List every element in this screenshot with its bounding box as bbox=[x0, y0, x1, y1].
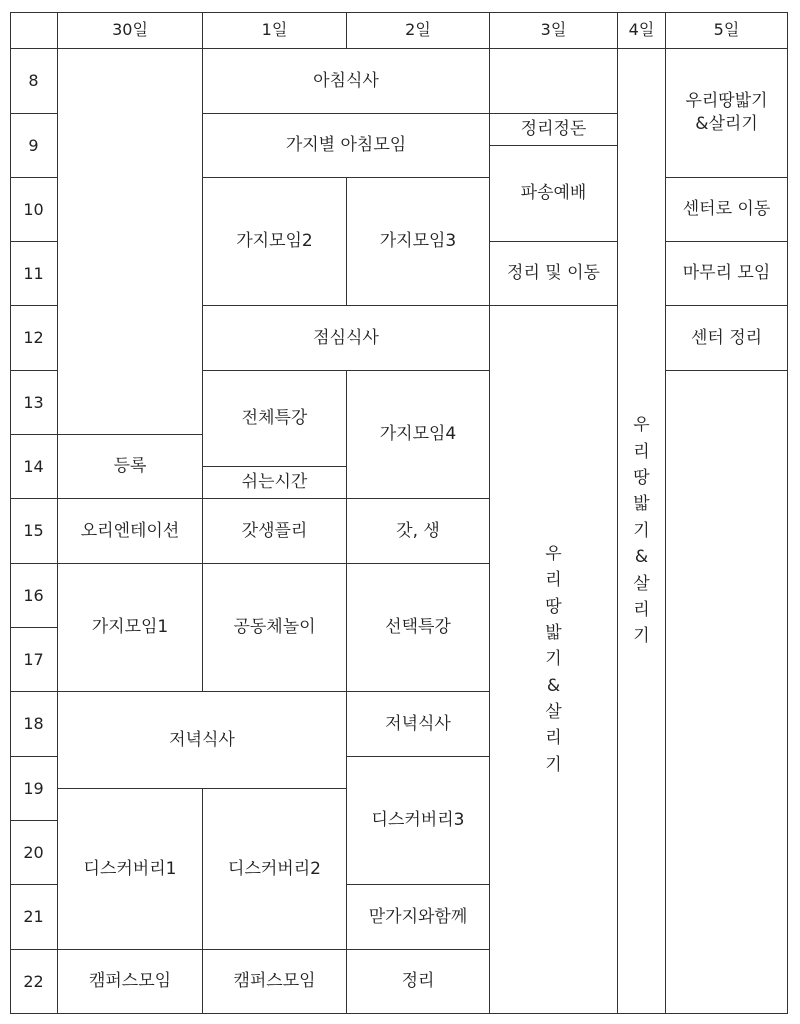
breakfast-cell: 아침식사 bbox=[203, 49, 490, 114]
time-label: 8 bbox=[10, 49, 58, 114]
group-games-cell: 공동체놀이 bbox=[203, 564, 347, 692]
time-label: 12 bbox=[10, 306, 58, 371]
header-day-1: 1일 bbox=[203, 12, 347, 49]
time-label: 15 bbox=[10, 499, 58, 564]
orientation-cell: 오리엔테이션 bbox=[58, 499, 203, 564]
time-label: 16 bbox=[10, 564, 58, 628]
cleanup-move-cell: 정리 및 이동 bbox=[490, 242, 618, 306]
time-label: 18 bbox=[10, 692, 58, 757]
empty-cell-3 bbox=[490, 49, 618, 114]
with-eldest-branch-cell: 맏가지와함께 bbox=[347, 885, 490, 950]
time-label: 19 bbox=[10, 757, 58, 821]
campus-meeting-30-cell: 캠퍼스모임 bbox=[58, 950, 203, 1014]
cleanup-2-cell: 정리 bbox=[347, 950, 490, 1014]
time-label: 10 bbox=[10, 178, 58, 242]
elective-lecture-cell: 선택특강 bbox=[347, 564, 490, 692]
time-label: 22 bbox=[10, 950, 58, 1014]
dinner-30-1-cell: 저녁식사 bbox=[58, 692, 347, 789]
center-cleanup-cell: 센터 정리 bbox=[666, 306, 788, 371]
header-day-4: 4일 bbox=[618, 12, 666, 49]
closing-meeting-cell: 마무리 모임 bbox=[666, 242, 788, 306]
branch-meeting-4-cell: 가지모임4 bbox=[347, 371, 490, 499]
special-lecture-cell: 전체특강 bbox=[203, 371, 347, 467]
time-label: 11 bbox=[10, 242, 58, 306]
gat-saeng-cell: 갓, 생 bbox=[347, 499, 490, 564]
header-day-2: 2일 bbox=[347, 12, 490, 49]
header-day-3: 3일 bbox=[490, 12, 618, 49]
time-label: 13 bbox=[10, 371, 58, 435]
time-label: 20 bbox=[10, 821, 58, 885]
break-time-cell: 쉬는시간 bbox=[203, 467, 347, 499]
our-land-walk-5-cell: 우리땅밟기 &살리기 bbox=[666, 49, 788, 178]
dinner-2-cell: 저녁식사 bbox=[347, 692, 490, 757]
campus-meeting-1-cell: 캠퍼스모임 bbox=[203, 950, 347, 1014]
branch-meeting-1-cell: 가지모임1 bbox=[58, 564, 203, 692]
time-label: 9 bbox=[10, 114, 58, 178]
registration-cell: 등록 bbox=[58, 435, 203, 499]
time-label: 17 bbox=[10, 628, 58, 692]
header-day-30: 30일 bbox=[58, 12, 203, 49]
time-label: 21 bbox=[10, 885, 58, 950]
dispatch-worship-cell: 파송예배 bbox=[490, 146, 618, 242]
time-label: 14 bbox=[10, 435, 58, 499]
discovery-3-cell: 디스커버리3 bbox=[347, 757, 490, 885]
move-to-center-cell: 센터로 이동 bbox=[666, 178, 788, 242]
branch-meeting-3-cell: 가지모임3 bbox=[347, 178, 490, 306]
lunch-cell: 점심식사 bbox=[203, 306, 490, 371]
tidy-up-cell: 정리정돈 bbox=[490, 114, 618, 146]
gatsaeng-play-cell: 갓생플리 bbox=[203, 499, 347, 564]
our-land-walk-4-cell: 우 리 땅 밟 기 & 살 리 기 bbox=[618, 49, 666, 1014]
empty-cell-5 bbox=[666, 371, 788, 1014]
discovery-2-cell: 디스커버리2 bbox=[203, 789, 347, 950]
discovery-1-cell: 디스커버리1 bbox=[58, 789, 203, 950]
header-day-5: 5일 bbox=[666, 12, 788, 49]
branch-meeting-2-cell: 가지모임2 bbox=[203, 178, 347, 306]
our-land-walk-3-cell: 우 리 땅 밟 기 & 살 리 기 bbox=[490, 306, 618, 1014]
header-corner bbox=[10, 12, 58, 49]
branch-morning-meeting-cell: 가지별 아침모임 bbox=[203, 114, 490, 178]
empty-cell-30 bbox=[58, 49, 203, 435]
